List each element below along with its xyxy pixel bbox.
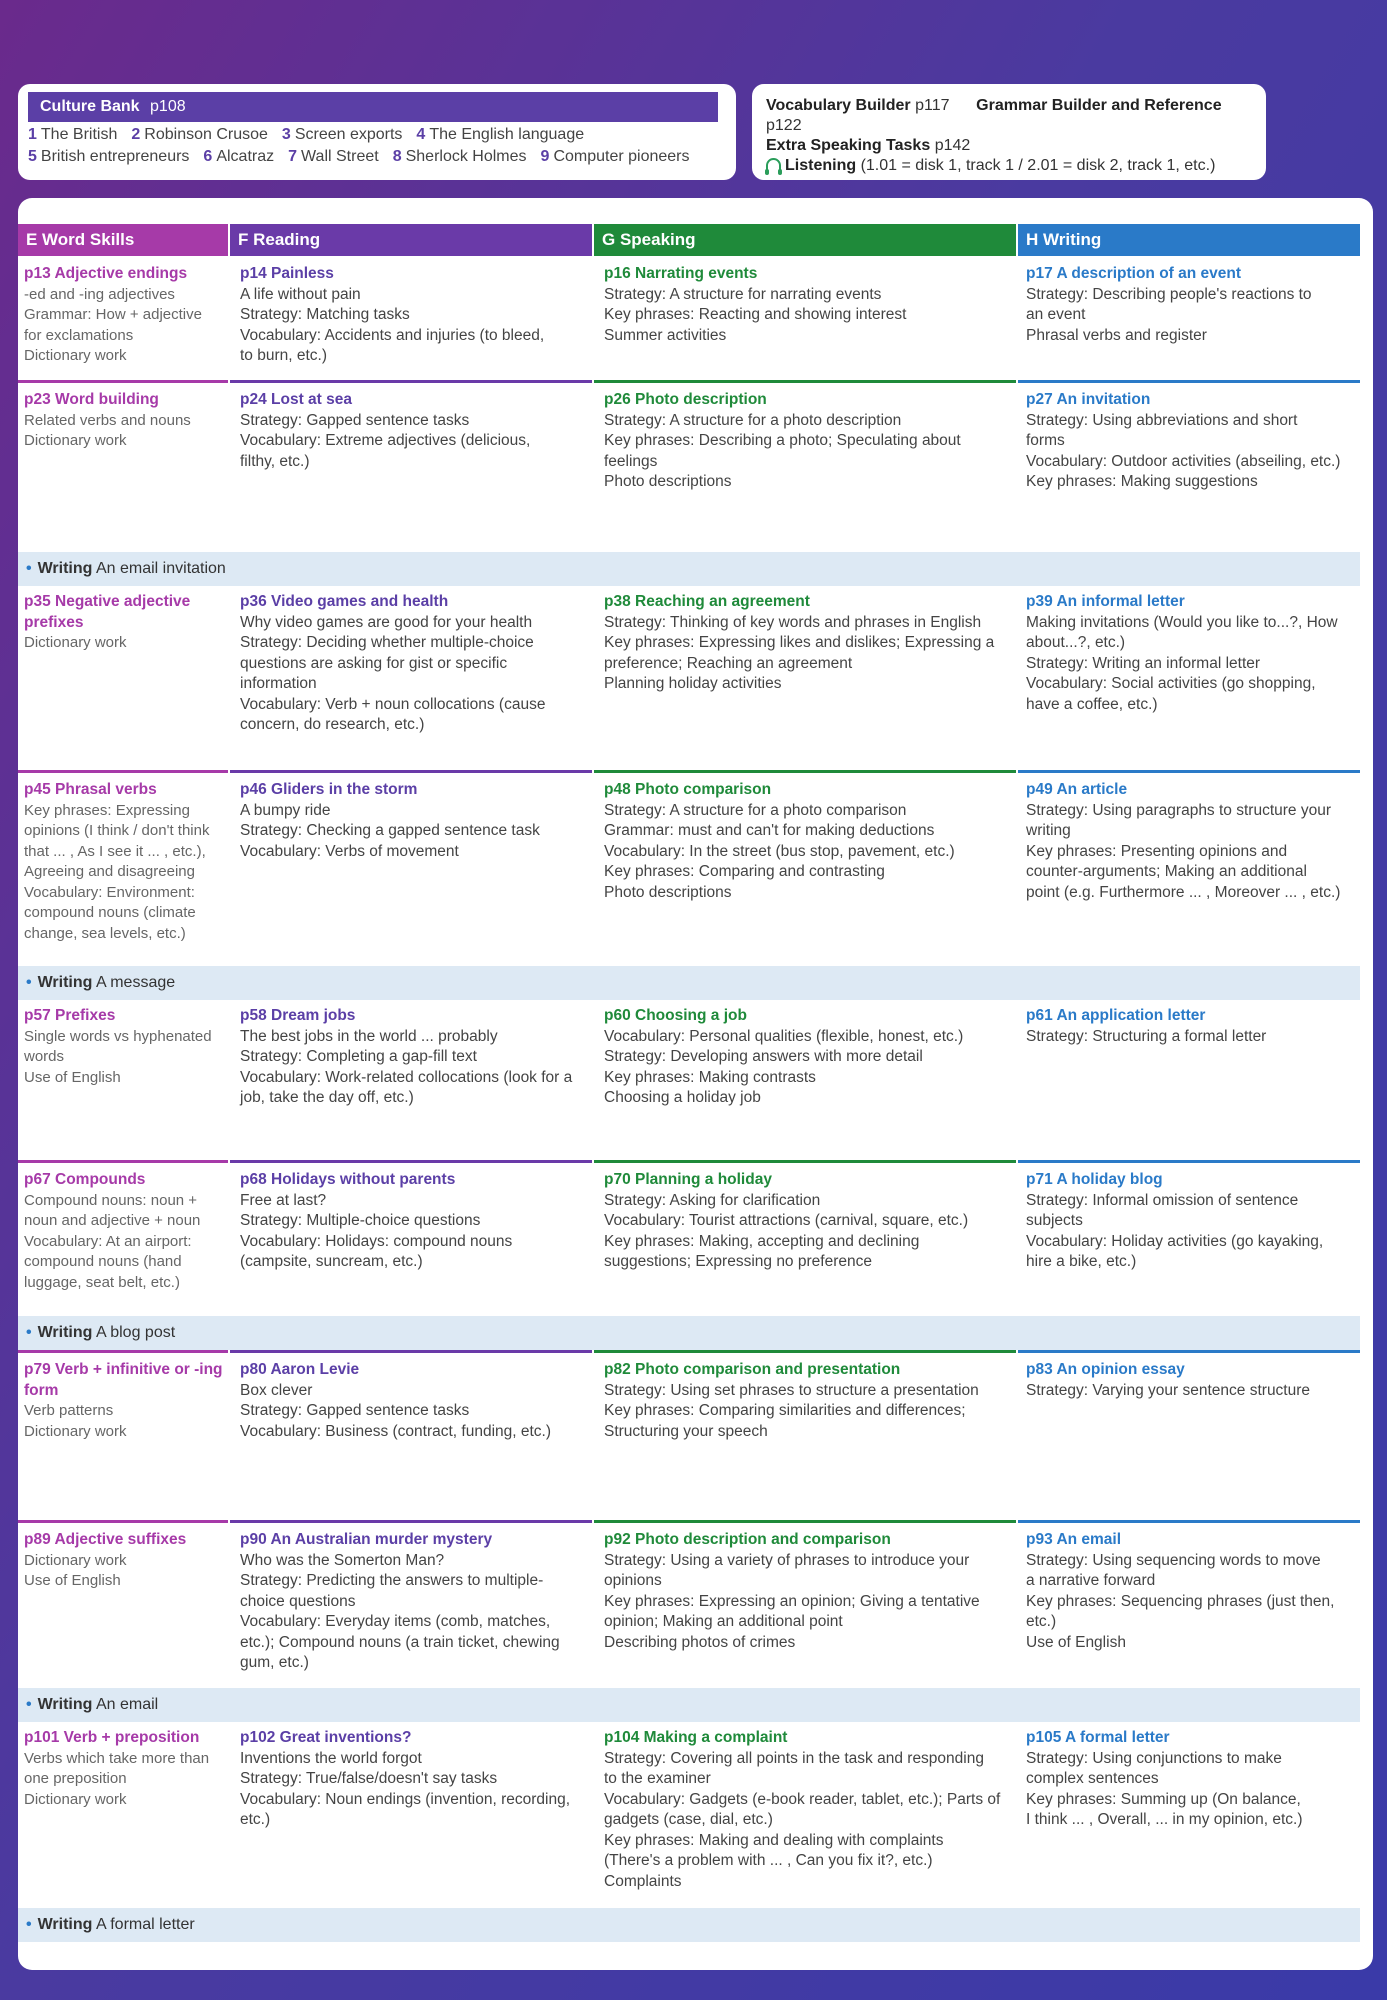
writing-lesson-cell [1026,1728,1356,1831]
reading-lesson-title: p80 Aaron Levie [240,1361,360,1378]
writing-lesson-title: p27 An invitation [1026,391,1151,408]
reading-lesson-line: Vocabulary: Accidents and injuries (to bleed, [240,326,545,344]
writing-lesson-line: complex sentences [1026,1770,1159,1787]
word-skills-lesson-line: opinions (I think / don't think [24,822,210,839]
culture-bank-header [28,92,718,122]
word-skills-lesson-title: p23 Word building [24,391,159,408]
reading-lesson-line: Strategy: Completing a gap-fill text [240,1048,477,1065]
writing-lesson-line: Vocabulary: Social activities (go shopping, [1026,675,1316,692]
reading-lesson-line: A life without pain [240,285,361,303]
writing-lesson-cell [1026,264,1356,346]
writing-lesson-line: Strategy: Varying your sentence structure [1026,1381,1311,1399]
reading-lesson-line: Vocabulary: Business (contract, funding, etc.) [240,1422,552,1440]
reading-lesson-title: p46 Gliders in the storm [240,781,418,798]
row-divider [1018,770,1360,773]
writing-lesson-line: Making invitations (Would you like to...?, How [1026,613,1338,631]
headphones-icon [766,158,781,171]
writing-band [18,1908,1360,1942]
reading-lesson-line: Vocabulary: Verbs of movement [240,842,459,860]
reading-lesson-line: Vocabulary: Everyday items (comb, matches, [240,1613,551,1630]
column-header-speaking: G Speaking [594,224,1016,256]
speaking-lesson-line: Key phrases: Describing a photo; Speculating about [604,432,961,449]
speaking-lesson-title: p92 Photo description and comparison [604,1531,891,1548]
writing-lesson-title: p93 An email [1026,1531,1122,1548]
writing-lesson-line: Strategy: Structuring a formal letter [1026,1027,1267,1045]
word-skills-lesson-line: change, sea levels, etc.) [24,924,186,942]
writing-lesson-title: p49 An article [1026,781,1128,798]
row-divider [18,770,228,773]
bullet-icon: • [26,1324,32,1341]
word-skills-lesson-line: Single words vs hyphenated [24,1027,212,1045]
word-skills-lesson-line: Dictionary work [24,634,127,651]
word-skills-lesson-line: Compound nouns: noun + [24,1191,198,1209]
word-skills-lesson-line: Dictionary work [24,1422,127,1440]
reading-lesson-line: gum, etc.) [240,1654,309,1671]
writing-lesson-cell [1026,592,1356,715]
speaking-lesson-title: p16 Narrating events [604,265,758,282]
row-divider [18,1160,228,1163]
writing-lesson-line: Vocabulary: Holiday activities (go kayaking, [1026,1232,1324,1250]
speaking-lesson-cell [604,1170,1014,1273]
speaking-lesson-line: Strategy: Thinking of key words and phrases in English [604,613,982,631]
row-divider [230,1160,592,1163]
reading-lesson-cell [240,592,590,736]
speaking-lesson-line: Vocabulary: In the street (bus stop, pavement, etc.) [604,842,955,860]
writing-band [18,1316,1360,1350]
reading-lesson-line: etc.); Compound nouns (a train ticket, chewing [240,1633,560,1651]
writing-band-label: Writing [37,1324,93,1341]
reading-lesson-line: job, take the day off, etc.) [240,1089,414,1106]
writing-band [18,552,1360,586]
speaking-lesson-line: Photo descriptions [604,473,732,490]
speaking-lesson-cell [604,390,1014,493]
speaking-lesson-line: Complaints [604,1872,682,1890]
word-skills-lesson-line: Vocabulary: Environment: [24,883,195,901]
reading-lesson-cell [240,780,590,862]
reading-lesson-line: Inventions the world forgot [240,1749,422,1767]
listening-label: Listening [785,157,857,174]
speaking-lesson-line: Vocabulary: Personal qualities (flexible, honest, etc.) [604,1027,964,1045]
word-skills-lesson-line: Use of English [24,1068,121,1086]
word-skills-lesson-title: p57 Prefixes [24,1007,116,1024]
culture-item-number: 6 [203,148,213,165]
row-divider [594,1350,1016,1353]
speaking-lesson-line: Strategy: Covering all points in the task and responding [604,1749,984,1767]
writing-lesson-line: an event [1026,306,1086,323]
speaking-lesson-line: Strategy: A structure for a photo description [604,411,902,429]
speaking-lesson-line: Strategy: Asking for clarification [604,1191,821,1209]
writing-lesson-cell [1026,1006,1356,1047]
reading-lesson-title: p102 Great inventions? [240,1729,412,1746]
writing-lesson-title: p39 An informal letter [1026,593,1185,610]
reading-lesson-cell [240,1728,590,1831]
reading-lesson-line: questions are asking for gist or specific [240,654,508,672]
reference-line-1 [766,96,1252,136]
speaking-lesson-line: Key phrases: Making and dealing with complaints [604,1831,944,1849]
culture-item-number: 4 [416,126,426,143]
culture-item-number: 1 [28,126,37,143]
writing-band-label: Writing [37,974,93,991]
word-skills-lesson-line: compound nouns (climate [24,904,196,921]
speaking-lesson-line: opinions [604,1572,662,1589]
word-skills-lesson-line: Verb patterns [24,1402,114,1419]
speaking-lesson-line: opinion; Making an additional point [604,1613,843,1630]
culture-item-name: British entrepreneurs [40,148,190,165]
row-divider [230,1520,592,1523]
row-divider [594,380,1016,383]
writing-lesson-line: Strategy: Using paragraphs to structure your [1026,801,1331,819]
reading-lesson-title: p58 Dream jobs [240,1007,356,1024]
word-skills-lesson-line: Key phrases: Expressing [24,801,190,819]
writing-lesson-line: have a coffee, etc.) [1026,695,1158,713]
writing-lesson-line: hire a bike, etc.) [1026,1253,1137,1270]
writing-lesson-line: Key phrases: Summing up (On balance, [1026,1790,1301,1808]
word-skills-lesson-line: luggage, seat belt, etc.) [24,1273,180,1291]
speaking-lesson-cell [604,1728,1014,1892]
speaking-lesson-line: Key phrases: Expressing an opinion; Giving a tentative [604,1592,980,1610]
reading-lesson-cell [240,1006,590,1109]
writing-lesson-line: Phrasal verbs and register [1026,326,1207,344]
speaking-lesson-line: feelings [604,452,658,470]
culture-item-name: The British [40,126,118,143]
speaking-lesson-line: Strategy: A structure for a photo comparison [604,801,907,819]
word-skills-lesson-line: Related verbs and nouns [24,411,191,429]
speaking-lesson-line: Summer activities [604,326,727,344]
culture-item-number: 8 [392,148,402,165]
writing-lesson-line: Strategy: Writing an informal letter [1026,654,1261,672]
speaking-lesson-line: Strategy: A structure for narrating events [604,285,882,303]
writing-band-text: A formal letter [92,1916,195,1933]
bullet-icon: • [26,1916,32,1933]
writing-lesson-line: Key phrases: Sequencing phrases (just then, [1026,1592,1335,1610]
writing-lesson-line: Strategy: Using conjunctions to make [1026,1749,1282,1767]
speaking-lesson-line: (There's a problem with ... , Can you fix it?, etc.) [604,1852,933,1869]
word-skills-lesson-title: p45 Phrasal verbs [24,781,157,798]
speaking-lesson-line: Strategy: Developing answers with more detail [604,1048,923,1065]
word-skills-lesson-cell [24,264,224,367]
writing-lesson-line: I think ... , Overall, ... in my opinion, etc.) [1026,1811,1303,1828]
writing-band-label: Writing [37,1696,93,1713]
reading-lesson-line: Vocabulary: Work-related collocations (look for a [240,1068,573,1086]
reading-lesson-line: Free at last? [240,1191,327,1209]
writing-lesson-line: a narrative forward [1026,1572,1156,1589]
reference-line-3 [766,156,1252,176]
reference-panel [752,84,1266,180]
writing-lesson-line: Key phrases: Making suggestions [1026,473,1258,490]
vocab-builder-label: Vocabulary Builder [766,97,911,114]
column-header-writing: H Writing [1018,224,1360,256]
word-skills-lesson-title: p67 Compounds [24,1171,146,1188]
writing-band-text: An email invitation [92,560,226,577]
speaking-lesson-line: suggestions; Expressing no preference [604,1253,872,1270]
row-divider [230,1350,592,1353]
row-divider [594,770,1016,773]
reading-lesson-cell [240,1530,590,1674]
row-divider [594,1160,1016,1163]
word-skills-lesson-cell [24,390,224,452]
culture-item-name: Sherlock Holmes [405,148,527,165]
word-skills-lesson-title: p89 Adjective suffixes [24,1531,187,1548]
writing-lesson-cell [1026,1530,1356,1653]
culture-item-name: Robinson Crusoe [144,126,268,143]
speaking-lesson-line: Vocabulary: Tourist attractions (carnival, square, etc.) [604,1212,969,1229]
writing-band-label: Writing [37,1916,93,1933]
word-skills-lesson-line: noun and adjective + noun [24,1212,201,1229]
writing-lesson-line: point (e.g. Furthermore ... , Moreover ... , etc.) [1026,883,1341,901]
writing-lesson-cell [1026,780,1356,903]
reading-lesson-line: A bumpy ride [240,801,331,819]
row-divider [1018,1520,1360,1523]
word-skills-lesson-cell [24,1728,224,1810]
listening-note: (1.01 = disk 1, track 1 / 2.01 = disk 2, track 1, etc.) [860,157,1216,174]
reading-lesson-line: Strategy: Deciding whether multiple-choice [240,634,534,651]
speaking-lesson-title: p26 Photo description [604,391,767,408]
bullet-icon: • [26,560,32,577]
speaking-lesson-cell [604,1006,1014,1109]
writing-lesson-title: p17 A description of an event [1026,265,1242,282]
writing-lesson-line: etc.) [1026,1613,1057,1630]
speaking-lesson-line: to the examiner [604,1770,711,1787]
word-skills-lesson-cell [24,1006,224,1088]
reading-lesson-line: Strategy: Matching tasks [240,306,410,323]
speaking-lesson-cell [604,264,1014,346]
speaking-lesson-title: p38 Reaching an agreement [604,593,810,610]
culture-item-name: Wall Street [301,148,379,165]
word-skills-lesson-line: words [24,1048,65,1065]
word-skills-lesson-line: that ... , As I see it ... , etc.), [24,842,206,860]
culture-bank-title: Culture Bank [40,98,140,115]
word-skills-lesson-line: one preposition [24,1770,127,1787]
reading-lesson-line: Strategy: Gapped sentence tasks [240,411,470,429]
writing-band-text: An email [92,1696,159,1713]
reading-lesson-line: Strategy: True/false/doesn't say tasks [240,1770,498,1787]
culture-item-name: The English language [429,126,585,143]
reference-line-2 [766,136,1252,156]
reading-lesson-cell [240,1170,590,1273]
speaking-lesson-title: p70 Planning a holiday [604,1171,772,1188]
speaking-lesson-line: Strategy: Using a variety of phrases to introduce your [604,1551,970,1569]
writing-lesson-title: p61 An application letter [1026,1007,1206,1024]
writing-lesson-line: about...?, etc.) [1026,634,1126,651]
bullet-icon: • [26,974,32,991]
reading-lesson-line: etc.) [240,1811,271,1828]
writing-band-label: Writing [37,560,93,577]
reading-lesson-line: to burn, etc.) [240,347,328,364]
reading-lesson-title: p24 Lost at sea [240,391,352,408]
row-divider [18,1520,228,1523]
grammar-builder-page: p122 [766,117,802,134]
speaking-lesson-line: preference; Reaching an agreement [604,654,853,672]
writing-lesson-line: Strategy: Describing people's reactions to [1026,285,1312,303]
culture-line-1 [28,126,726,144]
word-skills-lesson-line: Dictionary work [24,1790,127,1808]
reading-lesson-line: Strategy: Gapped sentence tasks [240,1402,470,1419]
reading-lesson-line: information [240,675,317,692]
column-header-word-skills: E Word Skills [18,224,228,256]
row-divider [594,1520,1016,1523]
word-skills-lesson-line: Dictionary work [24,347,127,364]
writing-lesson-line: counter-arguments; Making an additional [1026,863,1307,880]
reading-lesson-line: Why video games are good for your health [240,613,533,631]
writing-lesson-line: writing [1026,822,1071,839]
word-skills-lesson-title: p101 Verb + preposition [24,1729,200,1746]
speaking-lesson-title: p104 Making a complaint [604,1729,788,1746]
reading-lesson-cell [240,390,590,472]
speaking-lesson-line: Key phrases: Comparing and contrasting [604,863,885,880]
writing-lesson-title: p83 An opinion essay [1026,1361,1185,1378]
extra-speaking-label: Extra Speaking Tasks [766,137,931,154]
speaking-lesson-line: Key phrases: Expressing likes and dislikes; Expressing a [604,634,995,651]
speaking-lesson-line: Key phrases: Making, accepting and declining [604,1232,920,1250]
speaking-lesson-title: p48 Photo comparison [604,781,772,798]
speaking-lesson-line: gadgets (case, dial, etc.) [604,1811,773,1828]
word-skills-lesson-line: Grammar: How + adjective [24,306,202,323]
speaking-lesson-line: Structuring your speech [604,1422,768,1440]
word-skills-lesson-line: Vocabulary: At an airport: [24,1232,192,1250]
reading-lesson-line: Vocabulary: Verb + noun collocations (cause [240,695,546,713]
word-skills-lesson-cell [24,1530,224,1592]
speaking-lesson-cell [604,592,1014,695]
reading-lesson-line: choice questions [240,1592,356,1610]
reading-lesson-line: Strategy: Checking a gapped sentence task [240,822,540,839]
reading-lesson-title: p68 Holidays without parents [240,1171,456,1188]
reading-lesson-line: Vocabulary: Noun endings (invention, recording, [240,1790,571,1808]
grammar-builder-label: Grammar Builder and Reference [976,97,1222,114]
word-skills-lesson-line: Agreeing and disagreeing [24,863,195,880]
reading-lesson-line: concern, do research, etc.) [240,716,425,733]
reading-lesson-line: Vocabulary: Holidays: compound nouns [240,1232,513,1250]
writing-band [18,1688,1360,1722]
word-skills-lesson-line: Dictionary work [24,1551,127,1569]
speaking-lesson-line: Describing photos of crimes [604,1633,796,1651]
row-divider [230,380,592,383]
culture-item-name: Screen exports [294,126,403,143]
word-skills-lesson-cell [24,592,224,654]
row-divider [1018,380,1360,383]
culture-item-number: 2 [131,126,141,143]
reading-lesson-cell [240,1360,590,1442]
speaking-lesson-title: p82 Photo comparison and presentation [604,1361,901,1378]
reading-lesson-title: p90 An Australian murder mystery [240,1531,493,1548]
speaking-lesson-line: Photo descriptions [604,883,732,901]
word-skills-lesson-line: Dictionary work [24,432,127,449]
culture-bank-panel [18,84,736,180]
speaking-lesson-line: Strategy: Using set phrases to structure a presentation [604,1381,979,1399]
reading-lesson-line: Box clever [240,1381,313,1399]
word-skills-lesson-line: Verbs which take more than [24,1749,210,1767]
writing-band [18,966,1360,1000]
writing-band-text: A blog post [92,1324,176,1341]
word-skills-lesson-title: p13 Adjective endings [24,265,188,282]
culture-item-name: Computer pioneers [553,148,690,165]
reading-lesson-line: Strategy: Predicting the answers to multiple- [240,1572,544,1589]
speaking-lesson-cell [604,780,1014,903]
writing-band-text: A message [92,974,176,991]
writing-lesson-line: Strategy: Informal omission of sentence [1026,1191,1299,1209]
culture-item-number: 3 [281,126,291,143]
writing-lesson-line: forms [1026,432,1065,449]
reading-lesson-line: Vocabulary: Extreme adjectives (delicious, [240,432,531,449]
speaking-lesson-line: Key phrases: Comparing similarities and differences; [604,1402,966,1419]
writing-lesson-line: Vocabulary: Outdoor activities (abseiling, etc.) [1026,452,1341,470]
reading-lesson-line: Who was the Somerton Man? [240,1551,445,1569]
speaking-lesson-line: Key phrases: Making contrasts [604,1068,816,1086]
row-divider [18,380,228,383]
culture-bank-page: p108 [150,98,186,115]
row-divider [230,770,592,773]
row-divider [18,1350,228,1353]
vocab-builder-page: p117 [915,97,950,114]
culture-item-number: 7 [288,148,298,165]
word-skills-lesson-line: for exclamations [24,326,134,344]
reading-lesson-title: p36 Video games and health [240,593,449,610]
reading-lesson-cell [240,264,590,367]
writing-lesson-line: Strategy: Using sequencing words to move [1026,1551,1321,1569]
bullet-icon: • [26,1696,32,1713]
writing-lesson-title: p71 A holiday blog [1026,1171,1163,1188]
speaking-lesson-cell [604,1360,1014,1442]
word-skills-lesson-cell [24,780,224,944]
culture-item-name: Alcatraz [216,148,275,165]
writing-lesson-title: p105 A formal letter [1026,1729,1170,1746]
word-skills-lesson-cell [24,1360,224,1442]
word-skills-lesson-line: Use of English [24,1572,121,1589]
writing-lesson-line: Strategy: Using abbreviations and short [1026,411,1298,429]
row-divider [1018,1160,1360,1163]
row-divider [1018,1350,1360,1353]
culture-item-number: 5 [28,148,37,165]
extra-speaking-page: p142 [934,137,971,154]
speaking-lesson-line: Grammar: must and can't for making deductions [604,822,935,839]
writing-lesson-cell [1026,1360,1356,1401]
reading-lesson-line: filthy, etc.) [240,452,310,470]
reading-lesson-line: (campsite, suncream, etc.) [240,1253,423,1270]
reading-lesson-line: The best jobs in the world ... probably [240,1027,498,1045]
word-skills-lesson-line: -ed and -ing adjectives [24,285,175,303]
speaking-lesson-line: Key phrases: Reacting and showing interest [604,306,907,323]
word-skills-lesson-title: p35 Negative adjective prefixes [24,593,191,631]
word-skills-lesson-cell [24,1170,224,1293]
writing-lesson-line: Use of English [1026,1633,1126,1651]
speaking-lesson-cell [604,1530,1014,1653]
writing-lesson-cell [1026,1170,1356,1273]
speaking-lesson-line: Vocabulary: Gadgets (e-book reader, tablet, etc.); Parts of [604,1790,1001,1808]
writing-lesson-cell [1026,390,1356,493]
speaking-lesson-title: p60 Choosing a job [604,1007,747,1024]
speaking-lesson-line: Choosing a holiday job [604,1089,761,1106]
speaking-lesson-line: Planning holiday activities [604,675,782,692]
column-header-reading: F Reading [230,224,592,256]
reading-lesson-line: Strategy: Multiple-choice questions [240,1212,481,1229]
culture-line-2 [28,148,726,166]
reading-lesson-title: p14 Painless [240,265,334,282]
word-skills-lesson-title: p79 Verb + infinitive or -ing form [24,1361,223,1399]
writing-lesson-line: Key phrases: Presenting opinions and [1026,842,1288,860]
writing-lesson-line: subjects [1026,1212,1083,1229]
word-skills-lesson-line: compound nouns (hand [24,1253,182,1270]
culture-item-number: 9 [540,148,550,165]
